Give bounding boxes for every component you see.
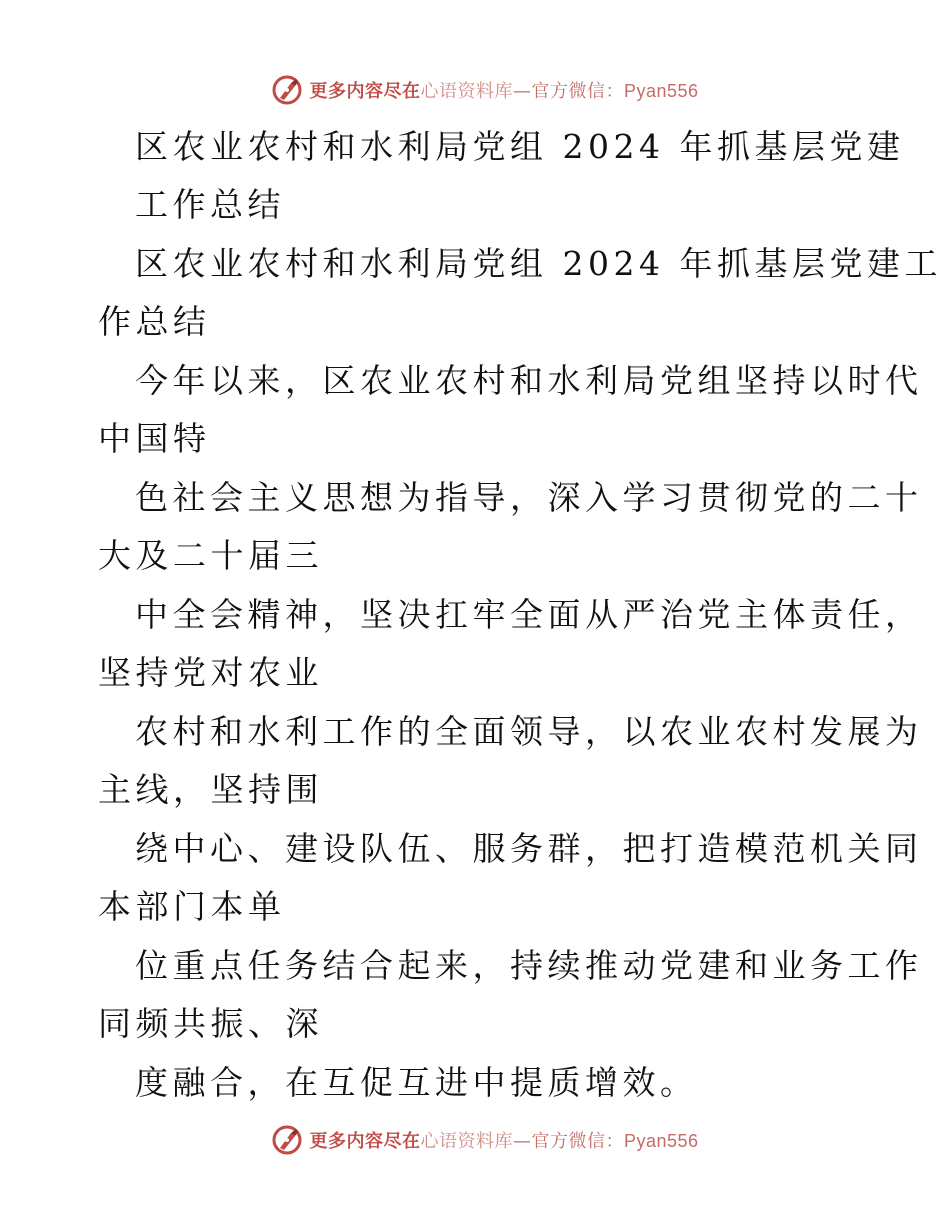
banner-text-part2: 心语资料库 bbox=[420, 81, 513, 102]
footer-banner-content bbox=[271, 1124, 698, 1156]
body-line: 绕中心、建设队伍、服务群，把打造模范机关同 bbox=[135, 829, 923, 868]
body-line: 中国特 bbox=[98, 419, 211, 458]
document-title-line2: 工作总结 bbox=[135, 185, 285, 224]
body-line: 本部门本单 bbox=[98, 887, 286, 926]
body-line: 大及二十届三 bbox=[98, 536, 323, 575]
body-line: 度融合，在互促互进中提质增效。 bbox=[135, 1063, 698, 1102]
footer-banner-text bbox=[309, 1127, 698, 1153]
body-line: 中全会精神，坚决扛牢全面从严治党主体责任， bbox=[135, 595, 923, 634]
header-banner-content bbox=[271, 74, 698, 106]
body-line: 作总结 bbox=[98, 302, 211, 341]
banner-text-part2: 心语资料库 bbox=[420, 1131, 513, 1152]
banner-text-part1: 更多内容尽在 bbox=[309, 1131, 421, 1152]
body-line: 同频共振、深 bbox=[98, 1004, 323, 1043]
body-line: 坚持党对农业 bbox=[98, 653, 323, 692]
banner-text-part4: Pyan556 bbox=[623, 81, 699, 101]
header-banner-text bbox=[309, 77, 698, 103]
body-line: 主线，坚持围 bbox=[98, 770, 323, 809]
banner-text-part3: —官方微信： bbox=[512, 81, 624, 102]
document-title-line1: 区农业农村和水利局党组 2024 年抓基层党建 bbox=[135, 127, 905, 166]
body-line: 区农业农村和水利局党组 2024 年抓基层党建工 bbox=[135, 244, 942, 283]
banner-text-part4: Pyan556 bbox=[623, 1131, 699, 1151]
pen-nib-logo-icon bbox=[271, 74, 303, 106]
banner-text-part3: —官方微信： bbox=[512, 1131, 624, 1152]
body-line: 色社会主义思想为指导，深入学习贯彻党的二十 bbox=[135, 478, 923, 517]
header-banner bbox=[0, 70, 950, 110]
banner-text-part1: 更多内容尽在 bbox=[309, 81, 421, 102]
footer-banner bbox=[0, 1120, 950, 1160]
body-line: 位重点任务结合起来，持续推动党建和业务工作 bbox=[135, 946, 923, 985]
body-line: 农村和水利工作的全面领导，以农业农村发展为 bbox=[135, 712, 923, 751]
pen-nib-logo-icon bbox=[271, 1124, 303, 1156]
body-line: 今年以来，区农业农村和水利局党组坚持以时代 bbox=[135, 361, 923, 400]
